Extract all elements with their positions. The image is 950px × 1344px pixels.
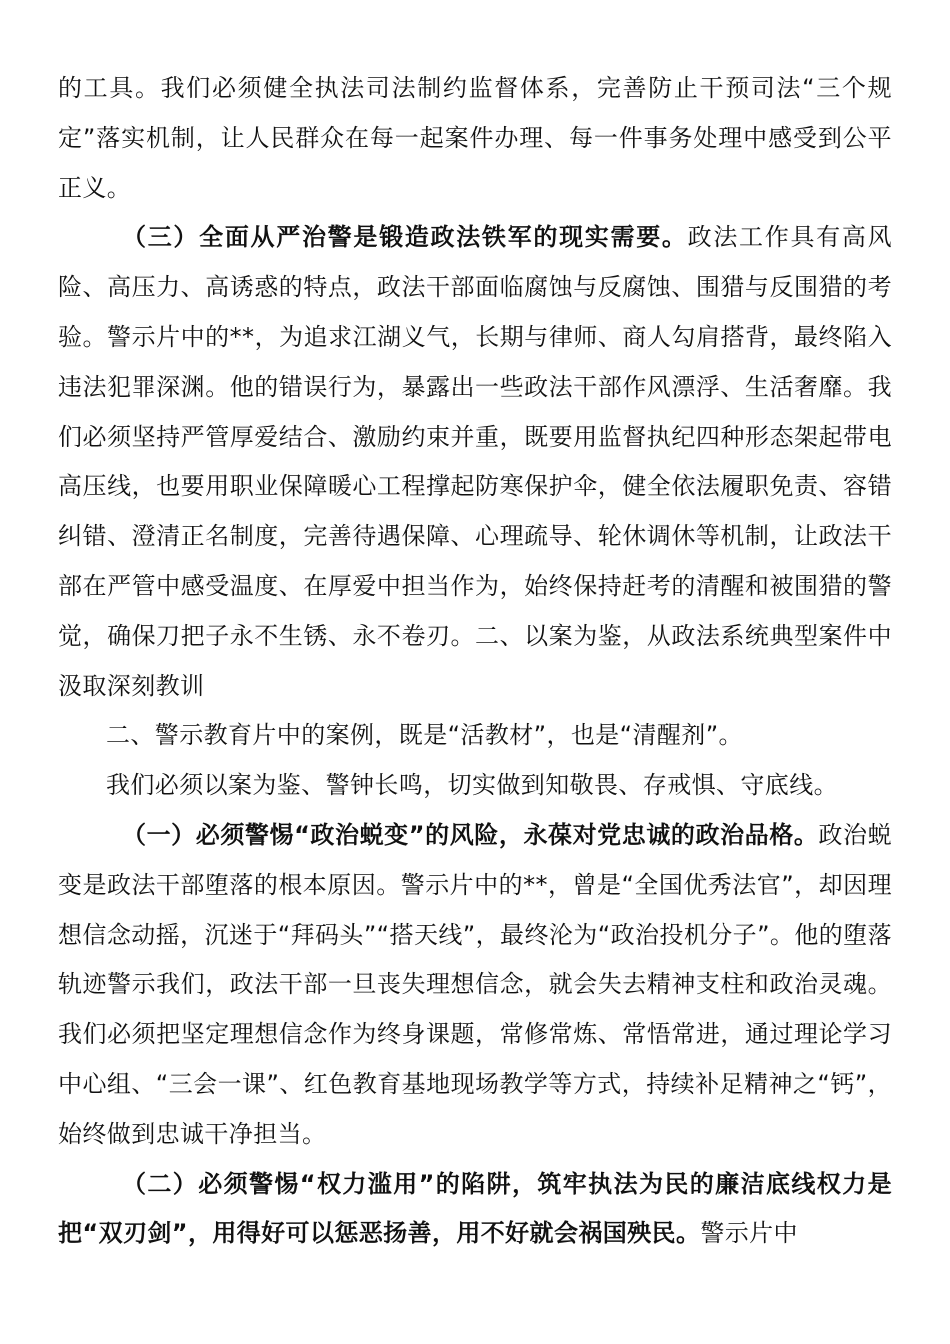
section-heading-2: （二）必须警惕“权力滥用”的陷阱，筑牢执法为民的廉洁底线权力是把“双刃剑”，用得好可以惩恶扬善，用不好就会祸国殃民。 [58,1169,892,1248]
paragraph-2 [58,213,892,711]
document-page [58,64,892,1259]
paragraph-2-text: 政法工作具有高风险、高压力、高诱惑的特点，政法干部面临腐蚀与反腐蚀、围猎与反围猎的考验。警示片中的**，为追求江湖义气，长期与律师、商人勾肩搭背，最终陷入违法犯罪深渊。他的错误行为，暴露出一些政法干部作风漂浮、生活奢靡。我们必须坚持严管厚爱结合、激励约束并重，既要用监督执纪四种形态架起带电高压线，也要用职业保障暖心工程撑起防寒保护伞，健全依法履职免责、容错纠错、澄清正名制度，完善待遇保障、心理疏导、轮休调休等机制，让政法干部在严管中感受温度、在厚爱中担当作为，始终保持赶考的清醒和被围猎的警觉，确保刀把子永不生锈、永不卷刃。二、以案为鉴，从政法系统典型案件中汲取深刻教训 [58,223,892,700]
paragraph-6 [58,1160,892,1260]
paragraph-1-text: 的工具。我们必须健全执法司法制约监督体系，完善防止干预司法“三个规定”落实机制，让人民群众在每一起案件办理、每一件事务处理中感受到公平正义。 [58,74,892,202]
paragraph-3-text: 二、警示教育片中的案例，既是“活教材”，也是“清醒剂”。 [106,721,743,750]
section-heading-1: （一）必须警惕“政治蜕变”的风险，永葆对党忠诚的政治品格。 [122,820,819,849]
paragraph-3 [58,711,892,761]
paragraph-6-text: 警示片中 [700,1219,798,1248]
paragraph-4 [58,761,892,811]
paragraph-1 [58,64,892,213]
paragraph-5-text: 政治蜕变是政法干部堕落的根本原因。警示片中的**，曾是“全国优秀法官”，却因理想信念动摇，沉迷于“拜码头”“搭天线”，最终沦为“政治投机分子”。他的堕落轨迹警示我们，政法干部一旦丧失理想信念，就会失去精神支柱和政治灵魂。我们必须把坚定理想信念作为终身课题，常修常炼、常悟常进，通过理论学习中心组、“三会一课”、红色教育基地现场教学等方式，持续补足精神之“钙”，始终做到忠诚干净担当。 [58,820,892,1148]
paragraph-4-text: 我们必须以案为鉴、警钟长鸣，切实做到知敬畏、存戒惧、守底线。 [106,771,838,800]
section-heading-3: （三）全面从严治警是锻造政法铁军的现实需要。 [122,223,688,252]
paragraph-5 [58,811,892,1160]
